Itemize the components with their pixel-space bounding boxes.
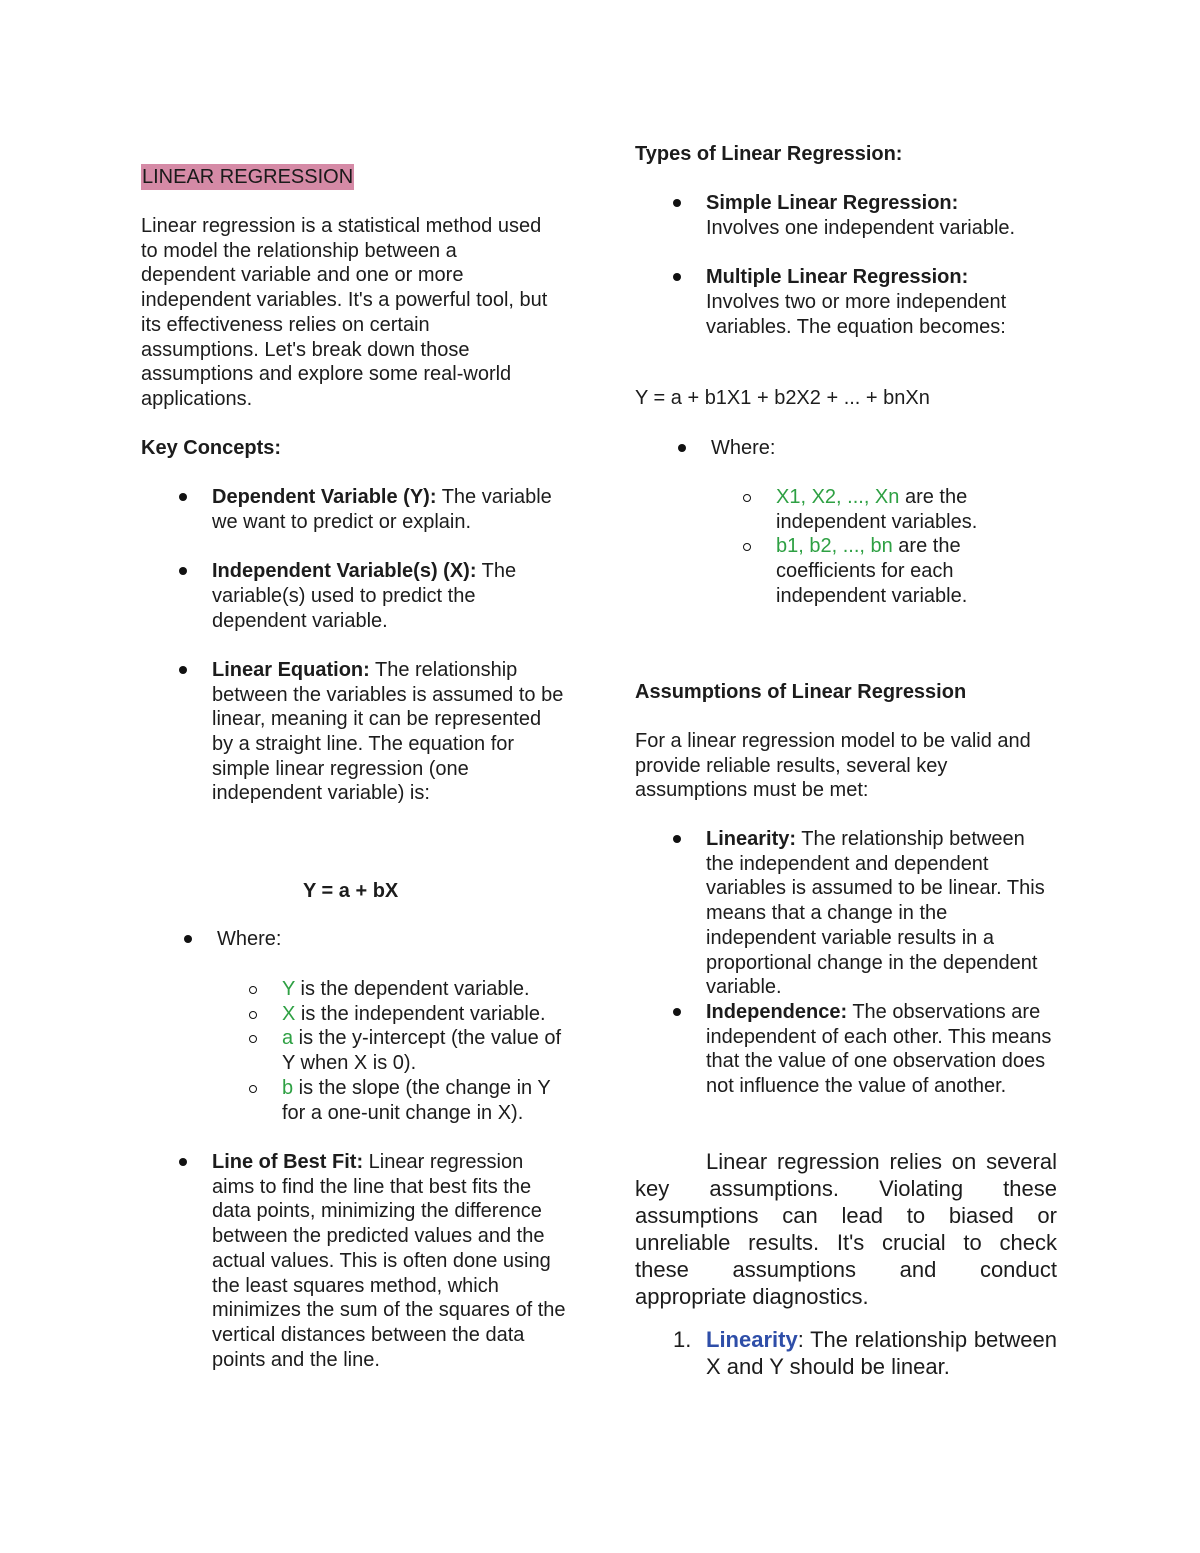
key-concepts-heading: Key Concepts: xyxy=(141,437,282,459)
concept-term: Dependent Variable (Y): xyxy=(212,486,437,508)
assumption-text: The observations are independent of each other. This means that the value of one observation does not influence the value of another. xyxy=(706,1000,1052,1098)
document-title: LINEAR REGRESSION xyxy=(142,166,354,188)
numbered-term: Linearity xyxy=(706,1327,798,1352)
list-item xyxy=(776,485,1026,534)
multiple-equation: Y = a + b1X1 + b2X2 + ... + bnXn xyxy=(635,387,930,409)
assumption-term: Independence: xyxy=(706,1000,848,1023)
numbered-item xyxy=(673,1326,1057,1380)
list-item xyxy=(282,1026,572,1075)
key-concepts-list xyxy=(212,485,567,806)
list-item xyxy=(776,534,1026,608)
assumption-text: The relationship between the independent and dependent variables is assumed to be linear. This means that a change in the independent variable results in a proportional change in the dependent variable. xyxy=(706,828,1045,999)
best-fit-list xyxy=(212,1150,567,1372)
concept-text: The variable we want to predict or explain. xyxy=(212,486,552,533)
simple-equation: Y = a + bX xyxy=(303,880,399,902)
assumptions-intro: For a linear regression model to be valid and provide reliable results, several key assumptions must be met: xyxy=(635,730,1031,802)
where-sublist xyxy=(776,485,1026,609)
list-item xyxy=(212,658,567,806)
list-item xyxy=(212,1150,567,1372)
symbol: X xyxy=(282,1002,296,1025)
symbol: X1, X2, ..., Xn xyxy=(776,486,900,508)
list-item xyxy=(282,1076,572,1125)
symbol: Y xyxy=(282,978,295,1000)
symbol-desc: is the independent variable. xyxy=(295,1002,546,1025)
symbol: b1, b2, ..., bn xyxy=(776,535,893,558)
list-item xyxy=(706,191,1061,240)
type-text: Involves one independent variable. xyxy=(706,216,1016,239)
where-label: Where: xyxy=(217,928,282,950)
types-list xyxy=(706,191,1061,339)
where-list xyxy=(711,436,1051,461)
concept-term: Linear Equation: xyxy=(212,658,370,681)
symbol: b xyxy=(282,1076,294,1099)
concept-term: Independent Variable(s) (X): xyxy=(212,560,477,583)
list-item xyxy=(706,1000,1056,1099)
list-item xyxy=(282,977,572,1002)
types-heading: Types of Linear Regression: xyxy=(635,143,903,165)
symbol-desc: is the y-intercept (the value of Y when X is 0). xyxy=(282,1027,562,1075)
item-number: 1. xyxy=(673,1327,692,1352)
assumptions-heading: Assumptions of Linear Regression xyxy=(635,681,967,703)
type-text: Involves two or more independent variables. The equation becomes: xyxy=(706,290,1007,338)
assumptions-list xyxy=(706,827,1056,1099)
where-label: Where: xyxy=(711,437,776,459)
list-item xyxy=(706,827,1056,1000)
list-item xyxy=(706,265,1061,339)
list-item xyxy=(282,1002,572,1027)
list-item xyxy=(217,927,557,952)
concept-text: The relationship between the variables is assumed to be linear, meaning it can be represented by a straight line. The equation for simple linear regression (one independent variable) is: xyxy=(212,658,564,805)
numbered-text: : The relationship between X and Y should be linear. xyxy=(706,1327,1057,1379)
list-item xyxy=(212,485,567,534)
intro-paragraph: Linear regression is a statistical method used to model the relationship between a dependent variable and one or more independent variables. It's a powerful tool, but its effectiveness relies on certain assumptions. Let's break down those assumptions and explore some real-world applications. xyxy=(141,215,548,410)
type-term: Simple Linear Regression: xyxy=(706,192,959,214)
symbol-desc: are the independent variables. xyxy=(776,486,978,533)
symbol: a xyxy=(282,1027,294,1050)
type-term: Multiple Linear Regression: xyxy=(706,266,969,289)
concept-text: The variable(s) used to predict the dependent variable. xyxy=(212,560,517,632)
symbol-desc: is the dependent variable. xyxy=(294,978,530,1000)
where-list xyxy=(217,927,557,952)
where-sublist xyxy=(282,977,572,1125)
relies-paragraph: Linear regression relies on several key assumptions. Violating these assumptions can lead to biased or unreliable results. It's crucial to check these assumptions and conduct appropriate diagnostics. xyxy=(635,1149,1057,1309)
best-fit-text: Linear regression aims to find the line that best fits the data points, minimizing the difference between the predicted values and the actual values. This is often done using the least squares method, which minimizes the sum of the squares of the vertical distances between the data points and the line. xyxy=(212,1151,566,1371)
list-item xyxy=(212,559,567,633)
assumption-term: Linearity: xyxy=(706,828,797,850)
best-fit-term: Line of Best Fit: xyxy=(212,1151,364,1173)
symbol-desc: is the slope (the change in Y for a one-unit change in X). xyxy=(282,1076,551,1124)
list-item xyxy=(711,436,1051,461)
symbol-desc: are the coefficients for each independent variable. xyxy=(776,535,968,607)
